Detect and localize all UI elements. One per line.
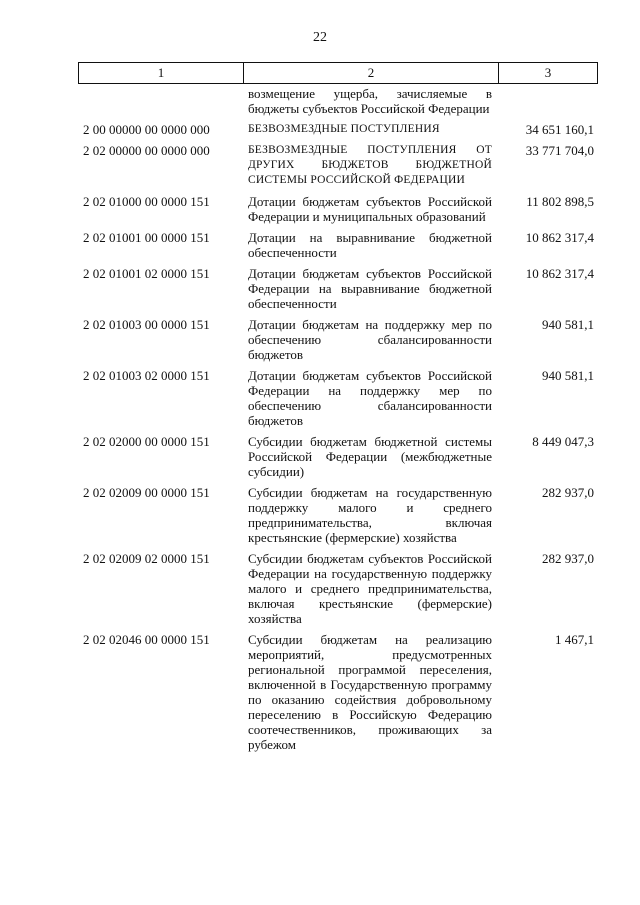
row-amount: 940 581,1 xyxy=(542,368,594,383)
table-row xyxy=(78,434,598,479)
row-description: Субсидии бюджетам субъектов Российской Федерации на государственную поддержку малого и среднего предпринимательства, включая крестьянские (фермерские) хозяйства xyxy=(248,551,492,626)
row-code: 2 02 01001 00 0000 151 xyxy=(83,230,210,245)
row-amount: 282 937,0 xyxy=(542,551,594,566)
table-row xyxy=(78,317,598,362)
table-row xyxy=(78,194,598,224)
table-row xyxy=(78,86,598,116)
header-col-3: 3 xyxy=(544,65,552,80)
row-description: Дотации бюджетам на поддержку мер по обеспечению сбалансированности бюджетов xyxy=(248,317,492,362)
row-description: Дотации бюджетам субъектов Российской Федерации и муниципальных образований xyxy=(248,194,492,224)
table-row xyxy=(78,143,598,188)
row-description: возмещение ущерба, зачисляемые в бюджеты субъектов Российской Федерации xyxy=(248,86,492,116)
header-col-1: 1 xyxy=(79,63,244,83)
row-code: 2 02 01001 02 0000 151 xyxy=(83,266,210,281)
row-description: БЕЗВОЗМЕЗДНЫЕ ПОСТУПЛЕНИЯ ОТ ДРУГИХ БЮДЖЕТОВ БЮДЖЕТНОЙ СИСТЕМЫ РОССИЙСКОЙ ФЕДЕРАЦИИ xyxy=(248,144,492,186)
row-description: БЕЗВОЗМЕЗДНЫЕ ПОСТУПЛЕНИЯ xyxy=(248,123,440,135)
row-amount: 10 862 317,4 xyxy=(525,266,594,281)
table-body xyxy=(78,86,598,758)
row-code: 2 02 01003 02 0000 151 xyxy=(83,368,210,383)
row-code: 2 02 02009 02 0000 151 xyxy=(83,551,210,566)
table-row xyxy=(78,230,598,260)
row-amount: 10 862 317,4 xyxy=(525,230,594,245)
row-description: Субсидии бюджетам бюджетной системы Российской Федерации (межбюджетные субсидии) xyxy=(248,434,492,479)
row-description: Дотации бюджетам субъектов Российской Федерации на поддержку мер по обеспечению сбалансированности бюджетов xyxy=(248,368,492,428)
row-amount: 33 771 704,0 xyxy=(525,143,594,158)
row-code: 2 02 01003 00 0000 151 xyxy=(83,317,210,332)
row-description: Субсидии бюджетам на государственную поддержку малого и среднего предпринимательства, включая крестьянские (фермерские) хозяйства xyxy=(248,485,492,545)
table-row xyxy=(78,551,598,626)
page-number: 22 xyxy=(313,30,327,45)
row-amount: 34 651 160,1 xyxy=(525,122,594,137)
table-row xyxy=(78,632,598,752)
row-code: 2 02 02009 00 0000 151 xyxy=(83,485,210,500)
row-amount xyxy=(496,86,598,116)
row-amount: 282 937,0 xyxy=(542,485,594,500)
row-code: 2 02 02046 00 0000 151 xyxy=(83,632,210,647)
row-code xyxy=(78,86,242,116)
row-description: Дотации бюджетам субъектов Российской Федерации на выравнивание бюджетной обеспеченности xyxy=(248,266,492,311)
row-description: Дотации на выравнивание бюджетной обеспеченности xyxy=(248,230,492,260)
table-header xyxy=(78,62,598,84)
header-col-2: 2 xyxy=(244,63,499,83)
table-row xyxy=(78,122,598,137)
table-row xyxy=(78,266,598,311)
table-row xyxy=(78,368,598,428)
row-code: 2 02 01000 00 0000 151 xyxy=(83,194,210,209)
table-row xyxy=(78,485,598,545)
row-amount: 940 581,1 xyxy=(542,317,594,332)
row-code: 2 02 02000 00 0000 151 xyxy=(83,434,210,449)
row-code: 2 02 00000 00 0000 000 xyxy=(83,143,210,158)
row-code: 2 00 00000 00 0000 000 xyxy=(83,122,210,137)
row-amount: 1 467,1 xyxy=(555,632,594,647)
row-amount: 11 802 898,5 xyxy=(526,194,594,209)
row-description: Субсидии бюджетам на реализацию мероприятий, предусмотренных региональной программой переселения, включенной в Государственную программу по оказанию содействия добровольному переселению в Российскую Федерацию соотечественников, проживающих за рубежом xyxy=(248,632,492,752)
row-amount: 8 449 047,3 xyxy=(532,434,594,449)
